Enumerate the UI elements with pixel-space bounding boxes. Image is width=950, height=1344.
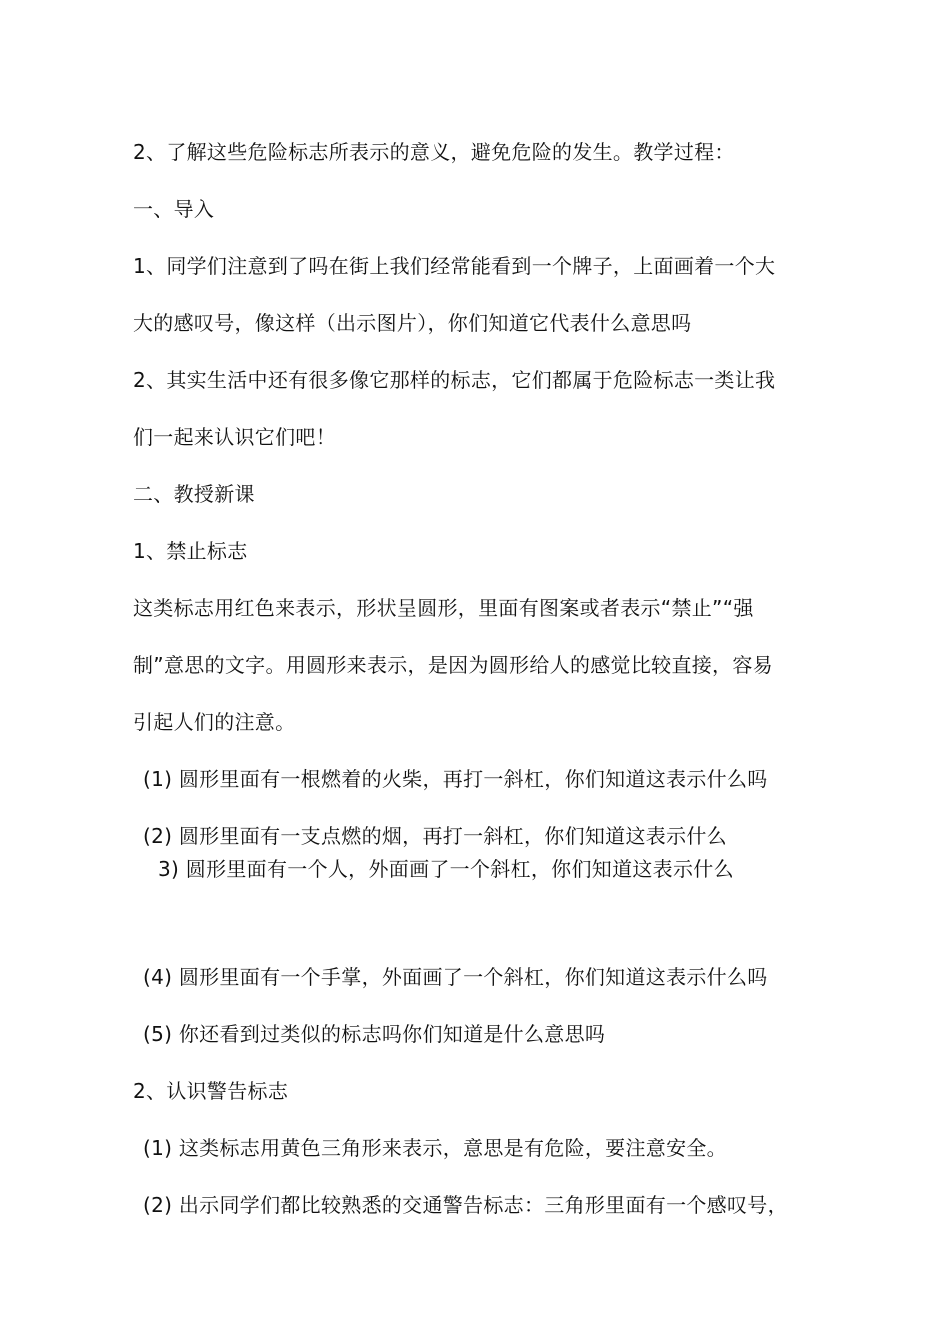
- list-item-4: (4) 圆形里面有一个手掌，外面画了一个斜杠，你们知道这表示什么吗: [143, 965, 768, 989]
- list-item-1: (1) 圆形里面有一根燃着的火柴，再打一斜杠，你们知道这表示什么吗: [143, 767, 768, 791]
- list-item-2: (2) 圆形里面有一支点燃的烟，再打一斜杠，你们知道这表示什么: [143, 824, 727, 848]
- heading-introduction: 一、导入: [133, 197, 215, 221]
- paragraph-intro-1-line-2: 大的感叹号，像这样（出示图片），你们知道它代表什么意思吗: [133, 311, 692, 335]
- paragraph-intro-2-line-2: 们一起来认识它们吧！: [133, 425, 336, 449]
- list-item-3: 3) 圆形里面有一个人，外面画了一个斜杠，你们知道这表示什么: [158, 857, 734, 881]
- paragraph-prohibition-line-1: 这类标志用红色来表示，形状呈圆形，里面有图案或者表示“禁止”“强: [133, 596, 754, 620]
- heading-new-lesson: 二、教授新课: [133, 482, 255, 506]
- paragraph-prohibition-line-3: 引起人们的注意。: [133, 710, 296, 734]
- list-item-5: (5) 你还看到过类似的标志吗你们知道是什么意思吗: [143, 1022, 606, 1046]
- subheading-warning-signs: 2、认识警告标志: [133, 1079, 289, 1103]
- subheading-prohibition-signs: 1、禁止标志: [133, 539, 248, 563]
- paragraph-prohibition-line-2: 制”意思的文字。用圆形来表示，是因为圆形给人的感觉比较直接，容易: [133, 653, 773, 677]
- paragraph-intro-2-line-1: 2、其实生活中还有很多像它那样的标志，它们都属于危险标志一类让我: [133, 368, 776, 392]
- warning-item-1: (1) 这类标志用黄色三角形来表示，意思是有危险，要注意安全。: [143, 1136, 727, 1160]
- paragraph-goal-2: 2、了解这些危险标志所表示的意义，避免危险的发生。教学过程：: [133, 140, 735, 164]
- paragraph-intro-1-line-1: 1、同学们注意到了吗在街上我们经常能看到一个牌子，上面画着一个大: [133, 254, 776, 278]
- warning-item-2: (2) 出示同学们都比较熟悉的交通警告标志：三角形里面有一个感叹号，: [143, 1193, 788, 1217]
